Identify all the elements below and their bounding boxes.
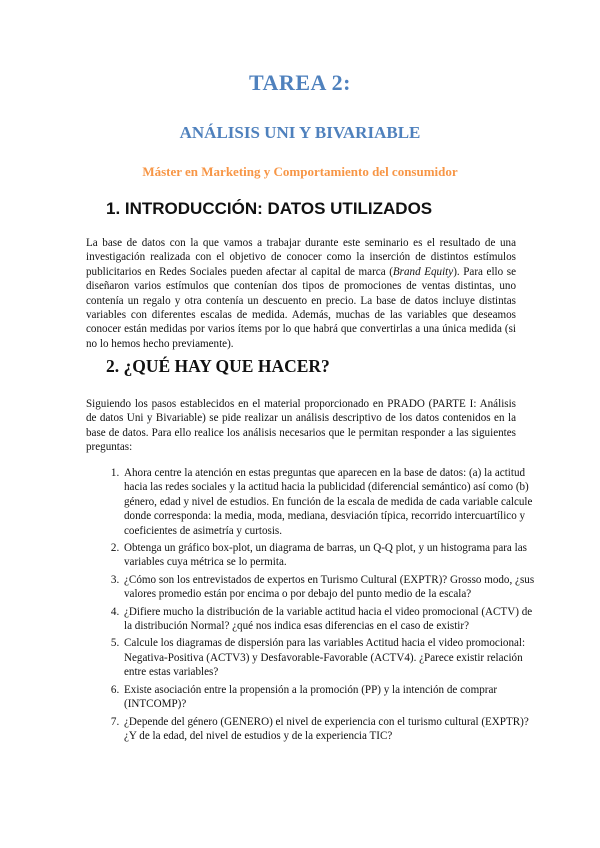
list-item: 2. Obtenga un gráfico box-plot, un diagrama de barras, un Q-Q plot, y un histograma para las variables cuya métrica se lo permita. <box>122 541 542 570</box>
program-name: Máster en Marketing y Comportamiento del consumidor <box>142 164 458 179</box>
document-title: TAREA 2: <box>249 70 351 95</box>
section-heading-introduccion: 1. INTRODUCCIÓN: DATOS UTILIZADOS <box>106 199 433 218</box>
list-item: 7. ¿Depende del género (GENERO) el nivel de experiencia con el turismo cultural (EXPTR)? ¿Y de la edad, del nivel de estudios y de la experiencia TIC? <box>122 715 542 744</box>
list-item: 5. Calcule los diagramas de dispersión para las variables Actitud hacia el video promocional: Negativa-Positiva (ACTV3) y Desfavorable-Favorable (ACTV4). ¿Parece existir relación entre estas variables? <box>122 636 542 679</box>
list-item: 4. ¿Difiere mucho la distribución de la variable actitud hacia el video promocional (ACTV) de la distribución Normal? ¿qué nos indica esas diferencias en el caso de existir? <box>122 605 542 634</box>
intro-text-b: ). Para ello se diseñaron varios estímulos que contenían dos tipos de promociones de ventas distintas, uno contenía un regalo y otra contenía un descuento en precio. La base de datos incluye distintas variables con diferentes escalas de medida. Además, muchas de las variables que deseamos conocer están medidas por varios ítems por lo que habrá que convertirlas a una única medida (si no lo hemos hecho previamente). <box>86 265 516 350</box>
intro-text-italic: Brand Equity <box>392 265 454 278</box>
list-item: 6. Existe asociación entre la propensión a la promoción (PP) y la intención de comprar (INTCOMP)? <box>122 683 542 712</box>
section-heading-que-hacer: 2. ¿QUÉ HAY QUE HACER? <box>106 356 330 376</box>
intro-text-a: La base de datos con la que vamos a trabajar durante este seminario es el resultado de una investigación realizada con el objetivo de conocer como la inserción de distintos estímulos publicitarios en Redes Sociales pueden afectar al capital de marca ( <box>86 237 516 278</box>
intro-paragraph <box>86 236 516 351</box>
task-list <box>102 466 542 746</box>
list-item: 3. ¿Cómo son los entrevistados de expertos en Turismo Cultural (EXPTR)? Grosso modo, ¿sus valores promedio están por encima o por debajo del punto medio de la escala? <box>122 573 542 602</box>
task-intro-paragraph: Siguiendo los pasos establecidos en el material proporcionado en PRADO (PARTE I: Análisis de datos Uni y Bivariable) se pide realizar un análisis descriptivo de los datos contenidos en la base de datos. Para ello realice los análisis necesarios que le permitan responder a las siguientes preguntas: <box>86 398 516 454</box>
list-item: 1. Ahora centre la atención en estas preguntas que aparecen en la base de datos: (a) la actitud hacia las redes sociales y la actitud hacia la publicidad (diferencial semántico) así como (b) género, edad y nivel de estudios. En función de la escala de medida de cada variable calcule donde corresponda: la media, moda, mediana, desviación típica, recorrido intercuartílico y coeficientes de asimetría y curtosis. <box>122 466 542 538</box>
document-subtitle: ANÁLISIS UNI Y BIVARIABLE <box>179 123 421 142</box>
